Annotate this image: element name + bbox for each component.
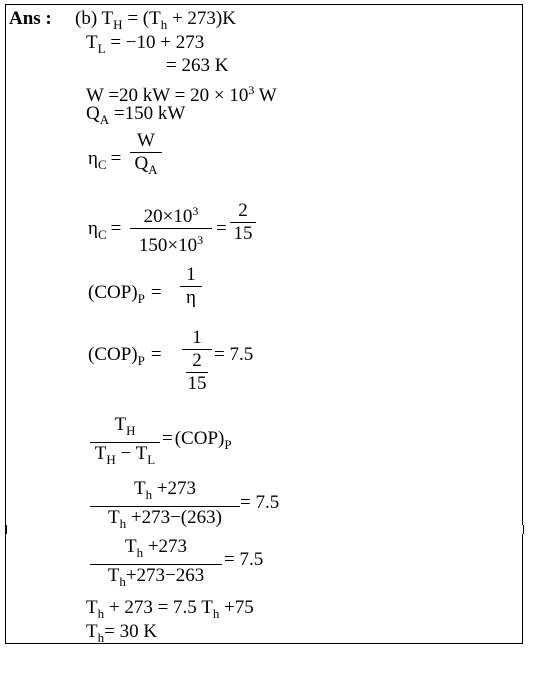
th-equation-fraction-2: $T_h +273$ $T_h+273-263$ (90, 536, 222, 593)
given-tl-line: $T_L = -10 + 273$ (86, 32, 205, 56)
cop-lhs-1: $(COP)_P$ = (88, 282, 162, 306)
ratio-fraction: $T_H$ $T_H - T_L$ (90, 414, 160, 471)
cop-lhs-2: $(COP)_P$ = (88, 344, 162, 368)
cop-compound-fraction: 1 2 15 (182, 327, 212, 395)
eta-c-lhs-1: $\eta_C$ = (88, 148, 122, 172)
eta-c-result-fraction: 2 15 (230, 200, 256, 245)
eta-c-equals-2: = (216, 218, 227, 239)
given-th-line: (b) $T_H = (T_h + 273)K$ (75, 8, 236, 32)
final-answer: $T_h= 30$ K (86, 621, 158, 645)
given-qa-line: $Q_A =150$ kW (86, 103, 186, 127)
final-equation: $T_h + 273 = 7.5$ $T_h +75$ (86, 597, 254, 621)
eta-c-lhs-2: $\eta_C$ = (88, 218, 122, 242)
th-equation-clipped: $T_h +273$ $T_h +273-(263)$ (88, 476, 248, 528)
eta-c-fraction-2: $20\times 10^3$ $150\times 10^3$ (130, 200, 212, 257)
given-tl-value: = 263 K (166, 55, 229, 76)
th-equation-result-1: = 7.5 (240, 492, 280, 513)
eta-c-fraction-1: W $Q_A$ (130, 130, 162, 181)
cop-result-2: = 7.5 (214, 344, 254, 365)
th-equation-result-2: = 7.5 (224, 549, 264, 570)
ratio-rhs: = $(COP)_P$ (162, 428, 232, 452)
box-page-break (6, 525, 524, 534)
cop-fraction-1: 1 η (180, 264, 202, 309)
given-work-line: W =20 kW = $20 \times 10^3$ W (86, 83, 277, 106)
ans-label: Ans : (9, 8, 52, 29)
